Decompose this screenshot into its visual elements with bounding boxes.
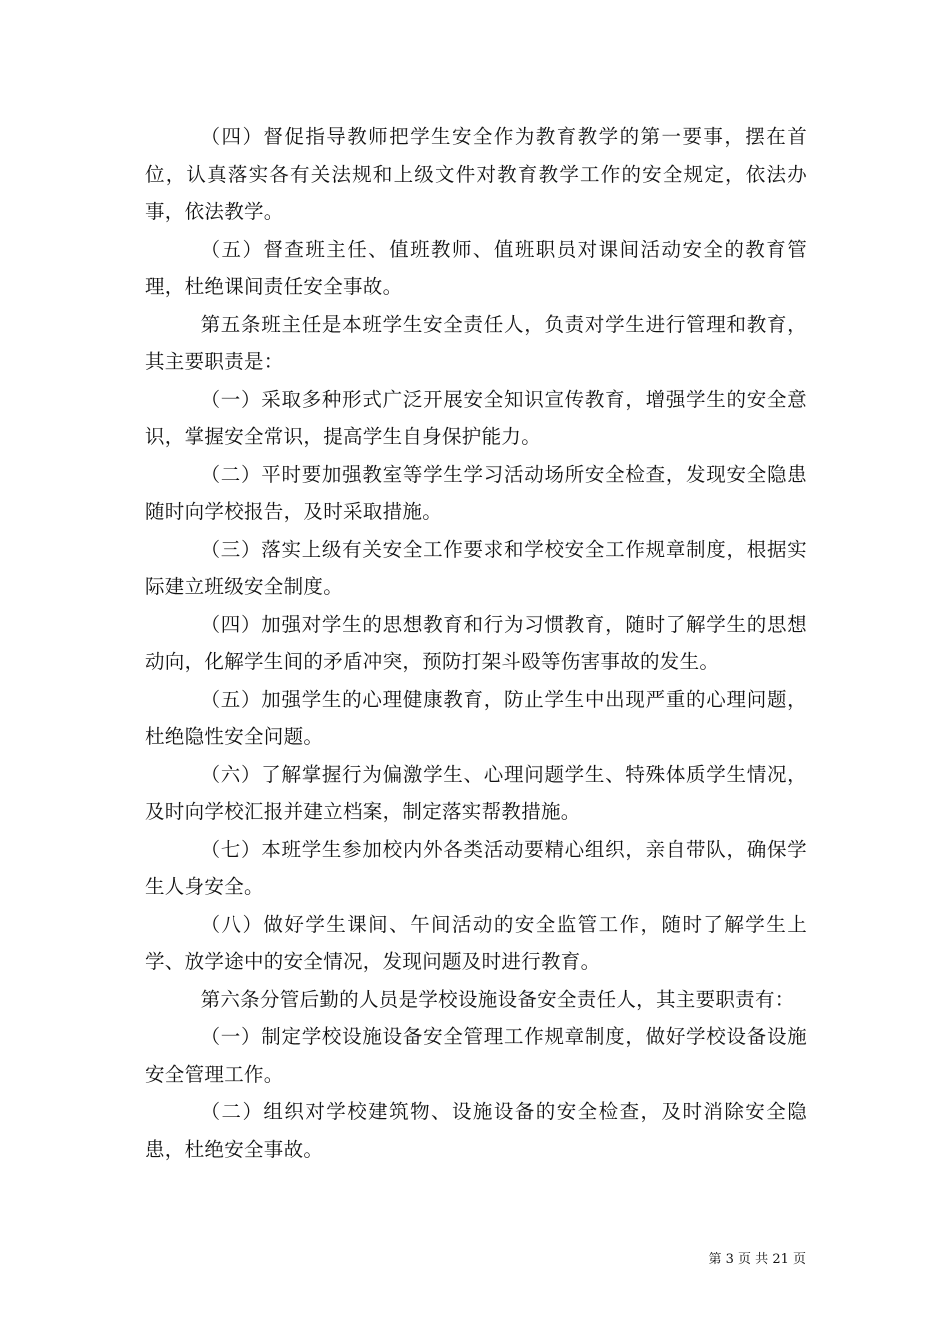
paragraph-article-5: 第五条班主任是本班学生安全责任人，负责对学生进行管理和教育，其主要职责是： [145, 312, 807, 373]
paragraph-article-5-item-7: （七）本班学生参加校内外各类活动要精心组织，亲自带队，确保学生人身安全。 [145, 837, 807, 898]
page-number-footer [709, 1248, 806, 1267]
page-number-label: 第 3 页 共 21 页 [708, 1252, 806, 1267]
paragraph-article-6: 第六条分管后勤的人员是学校设施设备安全责任人，其主要职责有： [200, 987, 795, 1011]
paragraph-article-5-item-3: （三）落实上级有关安全工作要求和学校安全工作规章制度，根据实际建立班级安全制度。 [145, 537, 807, 598]
document-body [145, 118, 807, 1168]
paragraph-item-5-supervise-breaks: （五）督查班主任、值班教师、值班职员对课间活动安全的教育管理，杜绝课间责任安全事故。 [145, 237, 807, 298]
paragraph-article-5-item-4: （四）加强对学生的思想教育和行为习惯教育，随时了解学生的思想动向，化解学生间的矛盾冲突，预防打架斗殴等伤害事故的发生。 [145, 612, 807, 673]
paragraph-article-6-item-1: （一）制定学校设施设备安全管理工作规章制度，做好学校设备设施安全管理工作。 [145, 1025, 807, 1086]
paragraph-article-6-item-2: （二）组织对学校建筑物、设施设备的安全检查，及时消除安全隐患，杜绝安全事故。 [145, 1100, 807, 1161]
paragraph-article-5-item-1: （一）采取多种形式广泛开展安全知识宣传教育，增强学生的安全意识，掌握安全常识，提高学生自身保护能力。 [145, 387, 807, 448]
paragraph-article-5-item-5: （五）加强学生的心理健康教育，防止学生中出现严重的心理问题，杜绝隐性安全问题。 [145, 687, 807, 748]
paragraph-item-4-supervise-teachers: （四）督促指导教师把学生安全作为教育教学的第一要事，摆在首位，认真落实各有关法规和上级文件对教育教学工作的安全规定，依法办事，依法教学。 [145, 125, 807, 223]
paragraph-article-5-item-2: （二）平时要加强教室等学生学习活动场所安全检查，发现安全隐患随时向学校报告，及时采取措施。 [145, 462, 807, 523]
paragraph-article-5-item-8: （八）做好学生课间、午间活动的安全监管工作，随时了解学生上学、放学途中的安全情况，发现问题及时进行教育。 [145, 912, 807, 973]
paragraph-article-5-item-6: （六）了解掌握行为偏激学生、心理问题学生、特殊体质学生情况，及时向学校汇报并建立档案，制定落实帮教措施。 [145, 762, 807, 823]
